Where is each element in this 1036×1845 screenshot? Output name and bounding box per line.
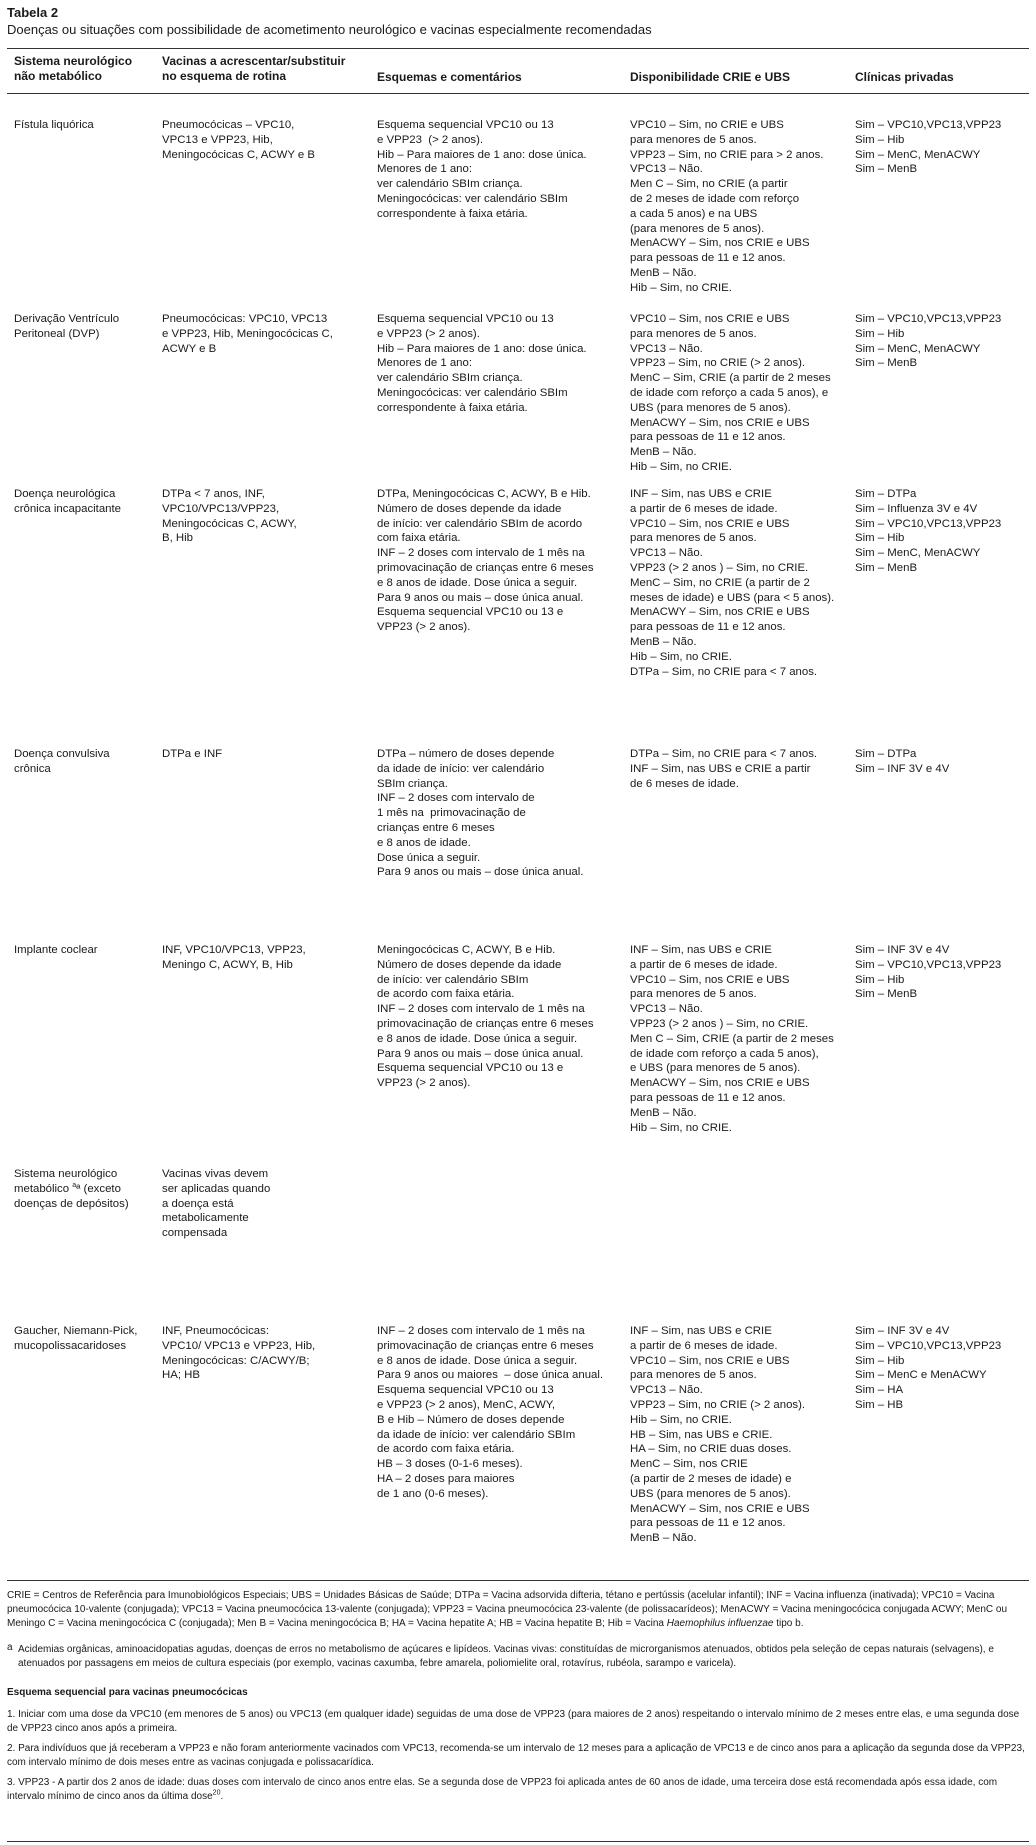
footnote-a: Acidemias orgânicas, aminoacidopatias agudas, doenças de erros no metabolismo de açúcares e lipídeos. Vacinas vivas: constituídas de microrganismos atenuados, obtidos pela seleção de cepas naturais (selvagens), e atenuados por passagens em meios de cultura especiais (por exemplo, vacinas caxumba, febre amarela, poliomielite oral, rotavírus, rubéola, sarampo e varicela). bbox=[18, 1644, 994, 1669]
row-dvp-schemes: Esquema sequencial VPC10 ou 13 e VPP23 (> 2 anos). Hib – Para maiores de 1 ano: dose única. Menores de 1 ano: ver calendário SBIm criança. Meningocócicas: ver calendário SBIm correspondente à faixa etária. bbox=[377, 313, 587, 414]
scheme-item-3: 3. VPP23 - A partir dos 2 anos de idade: duas doses com intervalo de cinco anos entre elas. Se a segunda dose de VPP23 foi aplicada antes de 60 anos de idade, uma terceira dose está recomendada após essa idade, com intervalo mínimo de cinco anos da última dose$^{20}$. bbox=[7, 1777, 998, 1802]
row-fistula-private: Sim – VPC10,VPC13,VPP23 Sim – Hib Sim – MenC, MenACWY Sim – MenB bbox=[855, 119, 1002, 176]
footnote-a-marker: a bbox=[7, 1642, 13, 1653]
row-gaucher-availability: INF – Sim, nas UBS e CRIE a partir de 6 meses de idade. VPC10 – Sim, nos CRIE e UBS para menores de 5 anos. VPC13 – Não. VPP23 – Sim, no CRIE (> 2 anos). Hib – Sim, no CRIE. HB – Sim, nas UBS e CRIE. HA – Sim, no CRIE duas doses. MenC – Sim, nos CRIE (a partir de 2 meses de idade) e UBS (para menores de 5 anos). MenACWY – Sim, nos CRIE e UBS para pessoas de 11 e 12 anos. MenB – Não. bbox=[630, 1325, 810, 1545]
footnote-marker-a: a bbox=[72, 1182, 77, 1189]
header-availability: Disponibilidade CRIE e UBS bbox=[630, 70, 791, 84]
header-private-clinics: Clínicas privadas bbox=[855, 70, 954, 84]
row-coclear-availability: INF – Sim, nas UBS e CRIE a partir de 6 meses de idade. VPC10 – Sim, nos CRIE e UBS para menores de 5 anos. VPC13 – Não. VPP23 (> 2 anos ) – Sim, no CRIE. Men C – Sim, CRIE (a partir de 2 meses de idade com reforço a cada 5 anos), e UBS (para menores de 5 anos). MenACWY – Sim, nos CRIE e UBS para pessoas de 11 e 12 anos. MenB – Não. Hib – Sim, no CRIE. bbox=[630, 944, 834, 1134]
row-coclear-private: Sim – INF 3V e 4V Sim – VPC10,VPC13,VPP23 Sim – Hib Sim – MenB bbox=[855, 944, 1002, 1001]
row-gaucher-schemes: INF – 2 doses com intervalo de 1 mês na primovacinação de crianças entre 6 meses e 8 anos de idade. Dose única a seguir. Para 9 anos ou maiores – dose única anual. Esquema sequencial VPC10 ou 13 e VPP23 (> 2 anos), MenC, ACWY, B e Hib – Número de doses depende da idade de início: ver calendário SBIm de acordo com faixa etária. HB – 3 doses (0-1-6 meses). HA – 2 doses para maiores de 1 ano (0-6 meses). bbox=[377, 1325, 604, 1500]
header-condition: Sistema neurológico não metabólico bbox=[14, 54, 133, 83]
row-incapacitante-availability: INF – Sim, nas UBS e CRIE a partir de 6 meses de idade. VPC10 – Sim, nos CRIE e UBS para menores de 5 anos. VPC13 – Não. VPP23 (> 2 anos ) – Sim, no CRIE. MenC – Sim, no CRIE (a partir de 2 meses de idade) e UBS (para < 5 anos). MenACWY – Sim, nos CRIE e UBS para pessoas de 11 e 12 anos. MenB – Não. Hib – Sim, no CRIE. DTPa – Sim, no CRIE para < 7 anos. bbox=[630, 488, 835, 678]
row-gaucher-private: Sim – INF 3V e 4V Sim – VPC10,VPC13,VPP23 Sim – Hib Sim – MenC e MenACWY Sim – HA Sim – HB bbox=[855, 1325, 1002, 1411]
row-gaucher-vaccines: INF, Pneumocócicas: VPC10/ VPC13 e VPP23, Hib, Meningocócicas: C/ACWY/B; HA; HB bbox=[162, 1325, 316, 1382]
row-incapacitante-schemes: DTPa, Meningocócicas C, ACWY, B e Hib. Número de doses depende da idade de início: ver calendário SBIm de acordo com faixa etária. INF – 2 doses com intervalo de 1 mês na primovacinação de crianças entre 6 meses e 8 anos de idade. Dose única a seguir. Para 9 anos ou mais – dose única anual. Esquema sequencial VPC10 ou 13 e VPP23 (> 2 anos). bbox=[377, 488, 594, 634]
scheme-item-2: 2. Para indivíduos que já receberam a VPP23 e não foram anteriormente vacinados com VPC13, recomenda-se um intervalo de 12 meses para a aplicação de VPC13 e de cinco anos para a aplicação da segunda dose da VPP23, com intervalo mínimo de dois meses entre as vacinas conjugada e polissacarídica. bbox=[7, 1743, 1025, 1768]
table-subtitle: Doenças ou situações com possibilidade de acometimento neurológico e vacinas especialmente recomendadas bbox=[7, 22, 652, 37]
row-fistula-vaccines: Pneumocócicas – VPC10, VPC13 e VPP23, Hib, Meningocócicas C, ACWY e B bbox=[162, 119, 315, 161]
row-dvp-vaccines: Pneumocócicas: VPC10, VPC13 e VPP23, Hib, Meningocócicas C, ACWY e B bbox=[162, 313, 333, 355]
row-gaucher-condition: Gaucher, Niemann-Pick, mucopolissacaridoses bbox=[14, 1325, 138, 1352]
condition-line: Sistema neurológico bbox=[14, 1168, 118, 1180]
row-fistula-condition: Fístula liquórica bbox=[14, 119, 94, 131]
header-schemes: Esquemas e comentários bbox=[377, 70, 522, 84]
row-incapacitante-condition: Doença neurológica crônica incapacitante bbox=[14, 488, 122, 515]
row-convulsiva-availability: DTPa – Sim, no CRIE para < 7 anos. INF – Sim, nas UBS e CRIE a partir de 6 meses de idade. bbox=[630, 748, 818, 790]
table-title: Tabela 2 bbox=[7, 5, 59, 20]
header-top-rule bbox=[7, 48, 1029, 49]
table-bottom-rule bbox=[7, 1580, 1029, 1581]
row-convulsiva-schemes: DTPa – número de doses depende da idade de início: ver calendário SBIm criança. INF – 2 doses com intervalo de 1 mês na primovacinação de crianças entre 6 meses e 8 anos de idade. Dose única a seguir. Para 9 anos ou mais – dose única anual. bbox=[377, 748, 584, 879]
row-dvp-availability: VPC10 – Sim, nos CRIE e UBS para menores de 5 anos. VPC13 – Não. VPP23 – Sim, no CRIE (> 2 anos). MenC – Sim, CRIE (a partir de 2 meses de idade com reforço a cada 5 anos), e UBS (para menores de 5 anos). MenACWY – Sim, nos CRIE e UBS para pessoas de 11 e 12 anos. MenB – Não. Hib – Sim, no CRIE. bbox=[630, 313, 831, 473]
row-dvp-condition: Derivação Ventrículo Peritoneal (DVP) bbox=[14, 313, 120, 340]
row-convulsiva-vaccines: DTPa e INF bbox=[162, 748, 223, 760]
abbreviations-note: CRIE = Centros de Referência para Imunobiológicos Especiais; UBS = Unidades Básicas de Saúde; DTPa = Vacina adsorvida difteria, tétano e pertússis (acelular infantil); INF = Vacina influenza (inativada); VPC10 = Vacina pneumocócica 10-valente (conjugada); VPC13 = Vacina pneumocócica 13-valente (conjugada); VPP23 = Vacina pneumocócica 23-valente (de polissacarídeos); MenACWY = Vacina meningocócica conjugada ACWY; MenC ou Meningo C = Vacina meningocócica C (conjugada); Men B = Vacina meningocócica B; HA = Vacina hepatite A; HB = Vacina hepatite B; Hib = Vacina Haemophilus influenzae tipo b. bbox=[7, 1590, 1008, 1629]
condition-line: metabólico bbox=[14, 1182, 70, 1195]
row-incapacitante-private: Sim – DTPa Sim – Influenza 3V e 4V Sim – VPC10,VPC13,VPP23 Sim – Hib Sim – MenC, MenACWY Sim – MenB bbox=[855, 488, 1002, 574]
scheme-item-1: 1. Iniciar com uma dose da VPC10 (em menores de 5 anos) ou VPC13 (em qualquer idade) seguidas de uma dose de VPP23 (para maiores de 2 anos) respeitando o intervalo mínimo de 2 meses entre elas, e uma segunda dose de VPP23 cinco anos após a primeira. bbox=[7, 1709, 1020, 1734]
row-coclear-vaccines: INF, VPC10/VPC13, VPP23, Meningo C, ACWY, B, Hib bbox=[162, 944, 306, 971]
row-incapacitante-vaccines: DTPa < 7 anos, INF, VPC10/VPC13/VPP23, Meningocócicas C, ACWY, B, Hib bbox=[162, 488, 297, 545]
row-metabolico-condition bbox=[14, 1167, 129, 1211]
header-vaccines: Vacinas a acrescentar/substituir no esquema de rotina bbox=[162, 54, 346, 83]
page-bottom-rule bbox=[7, 1841, 1029, 1842]
row-convulsiva-private: Sim – DTPa Sim – INF 3V e 4V bbox=[855, 748, 950, 775]
row-dvp-private: Sim – VPC10,VPC13,VPP23 Sim – Hib Sim – MenC, MenACWY Sim – MenB bbox=[855, 313, 1002, 370]
row-fistula-schemes: Esquema sequencial VPC10 ou 13 e VPP23 (> 2 anos). Hib – Para maiores de 1 ano: dose única. Menores de 1 ano: ver calendário SBIm criança. Meningocócicas: ver calendário SBIm correspondente à faixa etária. bbox=[377, 119, 587, 220]
header-bottom-rule bbox=[7, 93, 1029, 94]
row-convulsiva-condition: Doença convulsiva crônica bbox=[14, 748, 110, 775]
row-coclear-schemes: Meningocócicas C, ACWY, B e Hib. Número de doses depende da idade de início: ver calendário SBIm de acordo com faixa etária. INF – 2 doses com intervalo de 1 mês na primovacinação de crianças entre 6 meses e 8 anos de idade. Dose única a seguir. Para 9 anos ou mais – dose única anual. Esquema sequencial VPC10 ou 13 e VPP23 (> 2 anos). bbox=[377, 944, 594, 1090]
row-coclear-condition: Implante coclear bbox=[14, 944, 98, 956]
row-metabolico-vaccines: Vacinas vivas devem ser aplicadas quando a doença está metabolicamente compensada bbox=[162, 1168, 271, 1240]
condition-line: doenças de depósitos) bbox=[14, 1197, 129, 1210]
scheme-title: Esquema sequencial para vacinas pneumocócicas bbox=[7, 1687, 248, 1698]
condition-line: ª (exceto bbox=[76, 1182, 121, 1195]
row-fistula-availability: VPC10 – Sim, no CRIE e UBS para menores de 5 anos. VPP23 – Sim, no CRIE para > 2 anos. VPC13 – Não. Men C – Sim, no CRIE (a partir de 2 meses de idade com reforço a cada 5 anos) e na UBS (para menores de 5 anos). MenACWY – Sim, nos CRIE e UBS para pessoas de 11 e 12 anos. MenB – Não. Hib – Sim, no CRIE. bbox=[630, 119, 824, 294]
